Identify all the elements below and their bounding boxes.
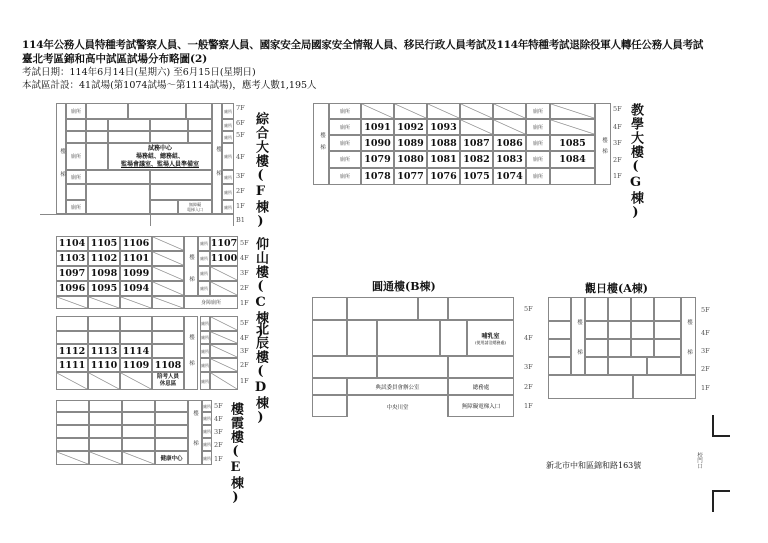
c-restroom: 廁所 [198,251,210,266]
a-floor-label: 3F [701,347,710,355]
f-stairs-right [212,103,222,214]
f-cell [66,184,86,200]
a-room [585,357,608,375]
d-floor-label: 3F [240,347,249,355]
exam-room: 1078 [361,168,394,185]
exam-room: 1112 [56,344,88,358]
a-room [608,357,647,375]
exam-room: 1099 [120,266,152,281]
f-stairs-left [56,103,66,214]
e-room [122,400,155,412]
a-building-name: 觀日樓(A棟) [585,282,648,295]
gate-label: 校門口 [696,452,702,469]
d-room [152,331,184,344]
c-floor-label: 4F [240,254,249,262]
e-restroom: 廁所 [202,451,212,465]
d-room [120,316,152,331]
e-room [122,412,155,425]
g-building-name: 教學大樓(G棟) [628,103,643,221]
f-room [150,170,212,184]
a-room [548,321,571,339]
b-room [347,320,377,356]
g-stairs-label: 樓 [319,132,325,138]
b-room [312,395,347,417]
f-restroom-r: 廁所 [222,143,234,170]
exam-room: 1102 [88,251,120,266]
a-room [608,321,631,339]
f-office-line3: 監場會議室、監場人員準備室 [120,160,199,168]
g-room [550,168,595,185]
f-room [86,143,108,170]
e-floor-label: 4F [214,415,223,423]
exam-room: 1081 [427,151,460,168]
f-room [86,103,128,119]
f-room [150,200,178,214]
f-floor-label: 5F [236,131,245,139]
f-restroom-1f: 廁所 [66,200,86,214]
a-room [585,297,608,321]
c-restroom: 廁所 [198,266,210,281]
a-floor-label: 2F [701,365,710,373]
e-room [56,400,89,412]
c-restroom: 廁所 [198,281,210,296]
e-room [89,412,122,425]
a-room [548,357,571,375]
g-restroom: 廁所 [329,103,361,119]
g-restroom: 廁所 [526,168,550,185]
exam-room: 1090 [361,135,394,151]
c-stairs-label2: 梯 [188,276,194,282]
exam-room: 1084 [550,151,595,168]
unused-room [493,119,526,135]
g-restroom: 廁所 [329,168,361,185]
a-stairs-right-label2: 梯 [686,349,692,355]
a-room [654,339,681,357]
f-room [128,103,186,119]
f-room [86,119,108,131]
d-restroom: 廁所 [200,331,210,344]
g-floor-label: 2F [613,156,622,164]
exam-room: 1096 [56,281,88,296]
a-room [647,357,681,375]
unused-room [394,103,427,119]
f-floor-label: 1F [236,202,245,210]
e-floor-label: 2F [214,441,223,449]
d-stairs-label2: 梯 [188,360,194,366]
e-room [155,400,188,412]
d-waiting-area [152,372,184,390]
unused-room [152,281,184,296]
a-room [654,297,681,321]
exam-room: 1085 [550,135,595,151]
b-room [448,356,514,378]
f-basement-divider [150,214,151,226]
b-room [347,297,418,320]
exam-room: 1074 [493,168,526,185]
b-room [440,320,467,356]
exam-room: 1094 [120,281,152,296]
exam-room: 1095 [88,281,120,296]
unused-room [56,372,88,390]
unused-room [152,251,184,266]
gate-post-bottom [712,490,730,512]
d-room [56,316,88,331]
b-room [312,297,347,320]
address: 新北市中和區錦和路163號 [546,461,642,470]
a-stairs-label2: 梯 [576,349,582,355]
f-floor-label: 4F [236,153,245,161]
page-subtitle: 臺北考區錦和高中試區試場分布略圖(2) [22,53,208,65]
d-restroom: 廁所 [200,316,210,331]
f-floor-label: 3F [236,172,245,180]
f-floor-label: 6F [236,119,245,127]
a-room [608,297,631,321]
c-floor-label: 2F [240,284,249,292]
a-stairs-right-label: 樓 [686,319,692,325]
unused-room [550,103,595,119]
b-nursing-room [467,320,514,356]
unused-room [122,451,155,465]
exam-room: 1091 [361,119,394,135]
a-room [654,321,681,339]
e-floor-label: 5F [214,402,223,410]
a-stairs-label: 樓 [576,319,582,325]
d-room [152,344,184,358]
g-restroom: 廁所 [526,151,550,168]
f-office-line2: 場務組、總務組、 [135,152,184,160]
f-office-line1: 試務中心 [147,144,172,152]
d-room [88,316,120,331]
d-stairs [184,316,198,390]
unused-room [210,372,238,390]
exam-room: 1075 [460,168,493,185]
f-room [188,131,212,143]
unused-room [88,296,120,309]
e-room [122,425,155,438]
unused-room [152,296,184,309]
f-room [108,119,150,131]
a-floor-label: 5F [701,306,710,314]
f-building-name: 綜合大樓(F棟) [253,112,268,230]
a-room [631,339,654,357]
c-floor-label: 3F [240,269,249,277]
g-restroom: 廁所 [329,151,361,168]
c-building-name: 仰山樓(C棟) [253,237,268,341]
g-stairs-label2: 梯 [319,144,325,150]
d-floor-label: 5F [240,319,249,327]
e-building-name: 樓霞樓(E棟) [228,402,243,506]
nursing-room-note: (使用請洽總務處) [474,339,507,345]
g-floor-label: 5F [613,105,622,113]
b-floor-label: 3F [524,363,533,371]
f-floor-label: 2F [236,187,245,195]
b-floor-label: 5F [524,305,533,313]
g-restroom: 廁所 [526,119,550,135]
d-room [152,316,184,331]
f-room [86,131,108,143]
e-room [89,400,122,412]
waiting-area-line1: 陪考人員 [156,374,179,380]
f-room [150,119,188,131]
b-room [312,356,377,378]
f-restroom-4f: 廁所 [66,143,86,170]
a-room [548,297,571,321]
unused-room [460,103,493,119]
e-health-center: 健康中心 [155,451,188,465]
b-floor-label: 4F [524,334,533,342]
exam-room: 1101 [120,251,152,266]
d-room [56,331,88,344]
c-stairs-label: 樓 [188,254,194,260]
d-floor-label: 1F [240,377,249,385]
exam-room: 1089 [394,135,427,151]
a-room [585,321,608,339]
unused-room [210,316,238,331]
g-stairs-right-label2: 梯 [601,148,607,154]
c-accessible-restroom: 身障廁所 [184,296,238,309]
f-basement [40,214,234,226]
exam-room: 1109 [120,358,152,372]
unused-room [460,119,493,135]
gate-post-top [712,415,730,437]
exam-room: 1082 [460,151,493,168]
a-room [631,297,654,321]
g-floor-label: 1F [613,172,622,180]
f-exam-office [108,143,212,170]
unused-room [152,266,184,281]
d-room [88,331,120,344]
e-room [56,412,89,425]
b-room [377,356,448,378]
e-room [155,438,188,451]
unused-room [210,266,238,281]
a-room [548,339,571,357]
g-restroom: 廁所 [329,135,361,151]
exam-room: 1093 [427,119,460,135]
c-stairs [184,236,198,296]
waiting-area-line2: 休息區 [159,381,177,387]
exam-room: 1088 [427,135,460,151]
exam-room: 1103 [56,251,88,266]
exam-dates: 考試日期：114年6月14日(星期六) 至6月15日(星期日) [22,67,256,78]
b-floor-label: 2F [524,383,533,391]
exam-room: 1077 [394,168,427,185]
f-room [108,131,150,143]
exam-room: 1108 [152,358,184,372]
g-stairs-right [595,103,611,185]
f-room [188,119,212,131]
exam-room: 1092 [394,119,427,135]
e-stairs-label2: 梯 [192,440,198,446]
exam-room: 1106 [120,236,152,251]
a-floor-label: 4F [701,329,710,337]
exam-room: 1076 [427,168,460,185]
g-restroom: 廁所 [526,135,550,151]
f-room [86,170,150,184]
f-stairs-left-label: 樓 [59,148,65,154]
unused-room [120,372,152,390]
g-stairs-right-label: 樓 [601,137,607,143]
f-stairs-right-label: 樓 [215,146,221,152]
unused-room [493,103,526,119]
d-building-name: 北辰樓(D棟) [253,322,268,426]
exam-room: 1100 [210,253,238,264]
c-floor-label: 1F [240,299,249,307]
a-room [585,339,608,357]
f-cell [66,119,86,131]
e-restroom: 廁所 [202,400,212,412]
b-room [312,320,347,356]
b-building-name: 圓通樓(B棟) [372,280,436,293]
b-room [448,297,514,320]
exam-room: 1110 [88,358,120,372]
e-room [155,412,188,425]
exam-room: 1083 [493,151,526,168]
f-room [186,103,212,119]
c-floor-label: 5F [240,239,249,247]
f-cell [66,131,86,143]
site-summary: 本試區計設：41試場(第1074試場～第1114試場)，應考人數1,195人 [22,80,317,91]
b-room [418,297,448,320]
unused-room [56,296,88,309]
d-floor-label: 2F [240,361,249,369]
a-room [633,375,696,399]
unused-room [210,281,238,296]
exam-room: 1080 [394,151,427,168]
exam-room: 1107 [210,238,238,249]
exam-room: 1097 [56,266,88,281]
b-room [377,320,440,356]
e-room [89,438,122,451]
b-accessible-elevator: 無障礙電梯入口 [448,395,514,417]
unused-room [152,236,184,251]
exam-room: 1098 [88,266,120,281]
unused-room [89,451,122,465]
d-stairs-label: 樓 [188,334,194,340]
d-restroom: 廁所 [200,344,210,358]
f-restroom-r: 廁所 [222,184,234,200]
f-restroom-r: 廁所 [222,170,234,184]
e-room [56,438,89,451]
c-restroom: 廁所 [198,236,210,251]
b-central-hall: 中央川堂 [347,395,448,417]
b-floor-label: 1F [524,402,533,410]
d-restroom: 廁所 [200,358,210,372]
exam-room: 1087 [460,135,493,151]
unused-room [88,372,120,390]
unused-room [210,358,238,372]
b-general-affairs: 總務處 [448,378,514,395]
a-room [548,375,633,399]
e-floor-label: 1F [214,455,223,463]
e-room [122,438,155,451]
e-floor-label: 3F [214,428,223,436]
g-restroom: 廁所 [329,119,361,135]
exam-room: 1113 [88,344,120,358]
a-stairs-left [571,297,585,375]
g-floor-label: 3F [613,139,622,147]
f-room [86,184,150,214]
d-floor-label: 4F [240,334,249,342]
f-stairs-right-label2: 梯 [215,170,221,176]
f-room [150,131,188,143]
e-restroom: 廁所 [202,412,212,425]
unused-room [210,331,238,344]
nursing-room-label: 哺乳室 [481,332,500,340]
unused-room [56,451,89,465]
exam-room: 1104 [56,236,88,251]
e-restroom: 廁所 [202,425,212,438]
g-restroom: 廁所 [526,103,550,119]
unused-room [550,119,595,135]
e-room [89,425,122,438]
e-room [155,425,188,438]
a-room [631,321,654,339]
f-restroom-r: 廁所 [222,119,234,131]
f-floor-label: B1 [236,216,245,224]
f-floor-label: 7F [236,104,245,112]
exam-room: 1114 [120,344,152,358]
a-room [608,339,631,357]
unused-room [120,296,152,309]
f-restroom-r: 廁所 [222,200,234,214]
d-room [120,331,152,344]
page-title: 114年公務人員特種考試警察人員、一般警察人員、國家安全局國家安全情報人員、移民行政人員考試及114年特種考試退除役軍人轉任公務人員考試 [22,39,704,51]
exam-room: 1086 [493,135,526,151]
f-restroom-7f: 廁所 [66,103,86,119]
a-floor-label: 1F [701,384,710,392]
b-committee-office: 典試委員會辦公室 [347,378,448,395]
f-room [150,184,212,200]
f-accessible-elevator: 無障礙 電梯入口 [178,200,212,214]
e-room [56,425,89,438]
e-stairs-label: 樓 [192,410,198,416]
f-stairs-left-label2: 梯 [59,171,65,177]
e-restroom: 廁所 [202,438,212,451]
d-restroom: 廁所 [200,372,210,390]
exam-room: 1111 [56,358,88,372]
f-restroom-r: 廁所 [222,131,234,143]
unused-room [210,344,238,358]
unused-room [361,103,394,119]
g-floor-label: 4F [613,123,622,131]
a-stairs-right [681,297,696,375]
b-room [312,378,347,395]
unused-room [427,103,460,119]
f-restroom-3f: 廁所 [66,170,86,184]
exam-room: 1105 [88,236,120,251]
f-restroom-r: 廁所 [222,103,234,119]
exam-room: 1079 [361,151,394,168]
